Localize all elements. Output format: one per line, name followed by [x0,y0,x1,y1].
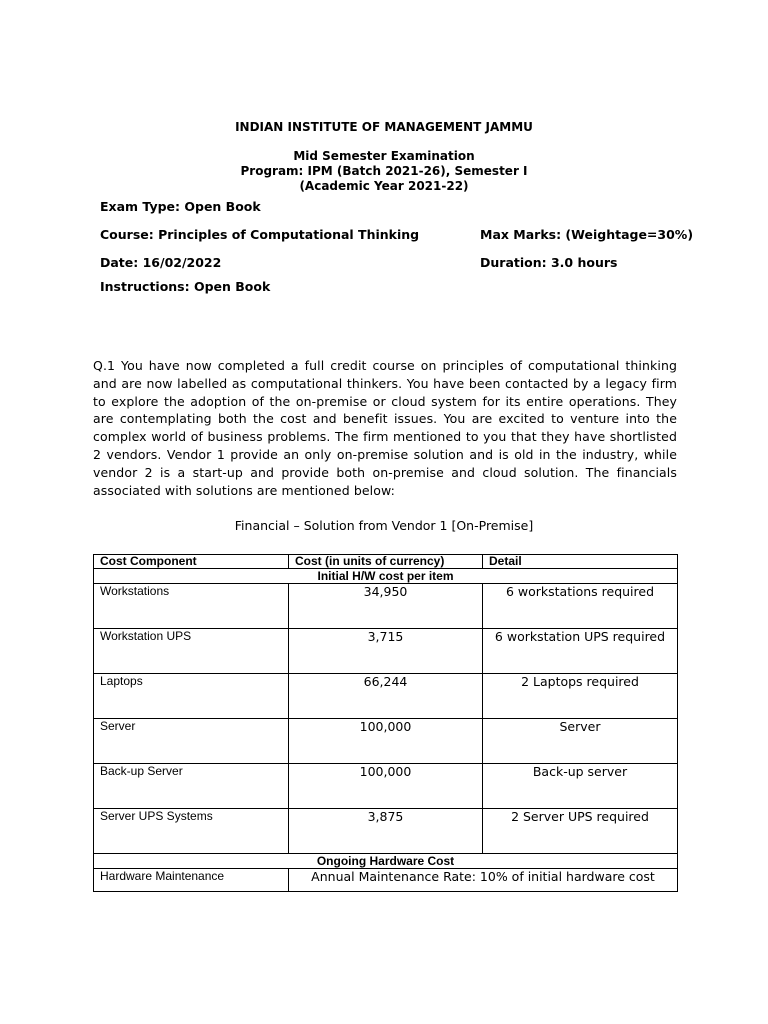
table-row [94,629,678,674]
cell-component: Server [94,719,289,764]
cell-cost: 100,000 [289,719,483,764]
exam-title: Mid Semester Examination [293,149,475,163]
cell-cost: 34,950 [289,584,483,629]
table-caption: Financial – Solution from Vendor 1 [On-Premise] [234,518,534,533]
financial-table [93,554,678,892]
cell-component: Workstations [94,584,289,629]
course: Course: Principles of Computational Thinking [100,227,420,242]
table-row [94,809,678,854]
cell-detail: Back-up server [483,764,678,809]
header-detail: Detail [483,555,678,569]
section-initial-label: Initial H/W cost per item [94,569,678,584]
maintenance-row [94,869,678,892]
duration: Duration: 3.0 hours [480,255,618,270]
cell-cost: 100,000 [289,764,483,809]
cell-detail: 2 Server UPS required [483,809,678,854]
cell-detail: 2 Laptops required [483,674,678,719]
cell-component: Back-up Server [94,764,289,809]
section-row-ongoing [94,854,678,869]
table-row [94,674,678,719]
exam-type: Exam Type: Open Book [100,199,261,214]
table-row [94,764,678,809]
max-marks: Max Marks: (Weightage=30%) [480,227,694,242]
section-row-initial [94,569,678,584]
academic-year: (Academic Year 2021-22) [299,179,469,193]
cell-detail: 6 workstations required [483,584,678,629]
table-header-row [94,555,678,569]
cell-component: Laptops [94,674,289,719]
instructions: Instructions: Open Book [100,279,271,294]
cell-cost: 3,875 [289,809,483,854]
cell-cost: 3,715 [289,629,483,674]
header-cost: Cost (in units of currency) [289,555,483,569]
table-row [94,719,678,764]
program-line: Program: IPM (Batch 2021-26), Semester I [240,164,528,178]
cell-cost: 66,244 [289,674,483,719]
exam-date: Date: 16/02/2022 [100,255,222,270]
cell-component: Server UPS Systems [94,809,289,854]
question-text: Q.1 You have now completed a full credit course on principles of computational thinking and are now labelled as computational thinkers. You have been contacted by a legacy firm to explore the adoption of the on-premise or cloud system for its entire operations. They are contemplating both the cost and benefit issues. You are excited to venture into the complex world of business problems. The firm mentioned to you that they have shortlisted 2 vendors. Vendor 1 provide an only on-premise solution and is old in the industry, while vendor 2 is a start-up and provide both on-premise and cloud solution. The financials associated with solutions are mentioned below: [93,358,677,498]
cell-detail: 6 workstation UPS required [483,629,678,674]
institute-name: INDIAN INSTITUTE OF MANAGEMENT JAMMU [235,120,533,134]
cell-component: Hardware Maintenance [94,869,289,892]
cell-maintenance-detail: Annual Maintenance Rate: 10% of initial hardware cost [289,869,678,892]
section-ongoing-label: Ongoing Hardware Cost [94,854,678,869]
cell-component: Workstation UPS [94,629,289,674]
header-cost-component: Cost Component [94,555,289,569]
cell-detail: Server [483,719,678,764]
table-row [94,584,678,629]
